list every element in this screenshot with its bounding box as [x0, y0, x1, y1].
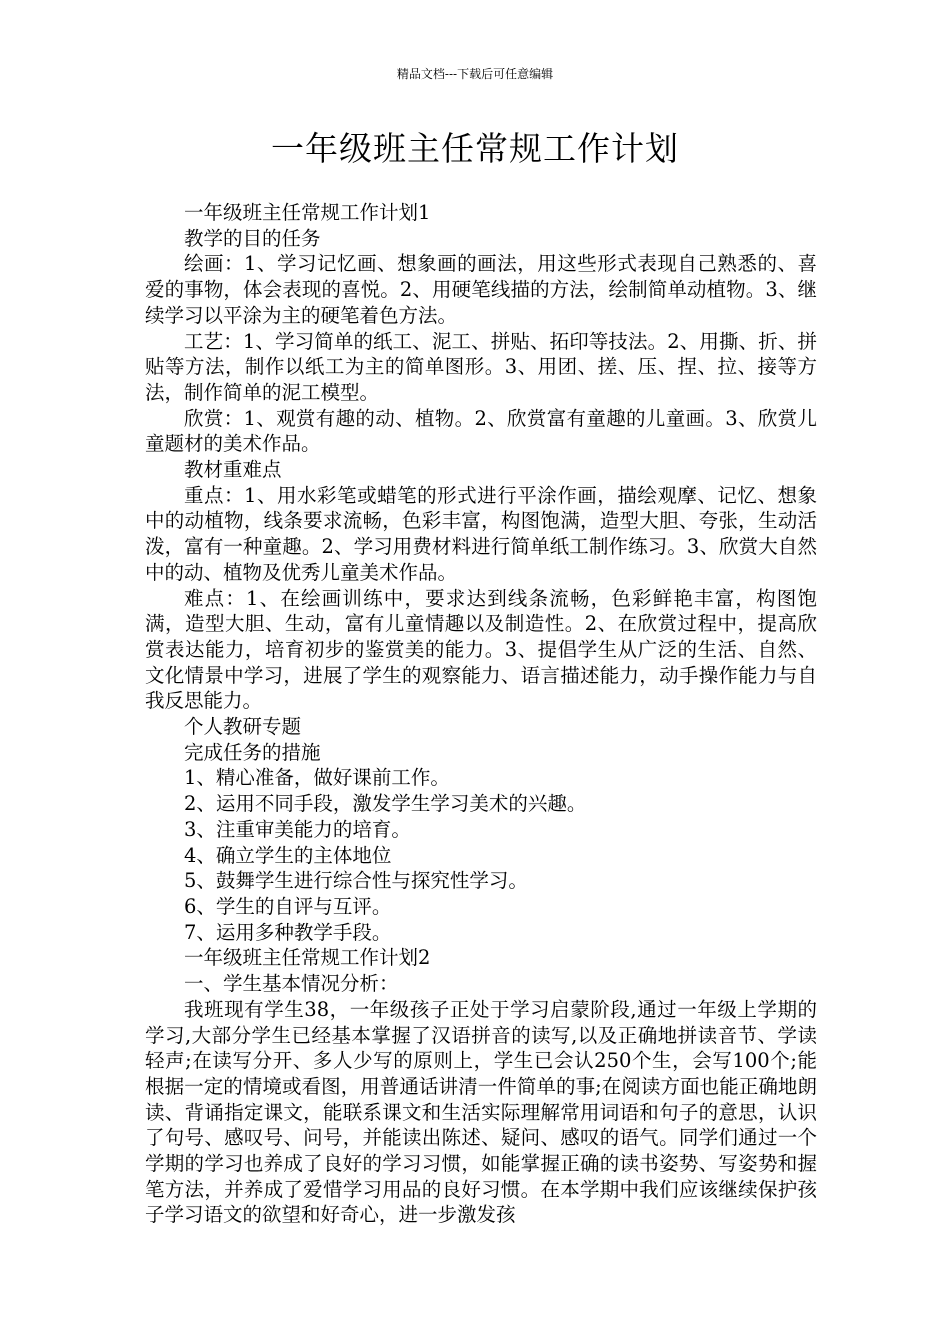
paragraph-key-points: 重点：1、用水彩笔或蜡笔的形式进行平涂作画，描绘观摩、记忆、想象中的动植物，线条要求流畅，色彩丰富，构图饱满，造型大胆、夸张，生动活泼，富有一种童趣。2、学习用费材料进行简单纸工制作练习。3、欣赏大自然中的动、植物及优秀儿童美术作品。	[145, 483, 817, 584]
paragraph-crafts: 工艺：1、学习简单的纸工、泥工、拼贴、拓印等技法。2、用撕、折、拼贴等方法，制作以纸工为主的简单图形。3、用团、搓、压、捏、拉、接等方法，制作简单的泥工模型。	[145, 329, 817, 404]
header-note: 精品文档---下载后可任意编辑	[396, 67, 554, 81]
subheading-student-analysis: 一、学生基本情况分析：	[184, 972, 399, 996]
subheading-key-difficulties: 教材重难点	[184, 458, 282, 482]
section-heading-plan-1: 一年级班主任常规工作计划1	[184, 201, 431, 224]
list-item: 7、运用多种教学手段。	[184, 920, 392, 944]
paragraph-drawing: 绘画：1、学习记忆画、想象画的画法，用这些形式表现自己熟悉的、喜爱的事物，体会表现的喜悦。2、用硬笔线描的方法，绘制简单动植物。3、继续学习以平涂为主的硬笔着色方法。	[145, 252, 817, 327]
section-heading-plan-2: 一年级班主任常规工作计划2	[184, 946, 431, 970]
list-item: 6、学生的自评与互评。	[184, 894, 392, 918]
list-item: 4、确立学生的主体地位	[184, 843, 392, 867]
list-item: 2、运用不同手段，激发学生学习美术的兴趣。	[184, 792, 587, 816]
document-title: 一年级班主任常规工作计划	[271, 129, 679, 168]
paragraph-student-analysis: 我班现有学生38，一年级孩子正处于学习启蒙阶段,通过一年级上学期的学习,大部分学生已经基本掌握了汉语拼音的读写,以及正确地拼读音节、学读轻声;在读写分开、多人少写的原则上，学生已会认250个生，会写100个;能根据一定的情境或看图，用普通话讲清一件简单的事;在阅读方面也能正确地朗读、背诵指定课文，能联系课文和生活实际理解常用词语和句子的意思，认识了句号、感叹号、问号，并能读出陈述、疑问、感叹的语气。同学们通过一个学期的学习也养成了良好的学习习惯，如能掌握正确的读书姿势、写姿势和握笔方法，并养成了爱惜学习用品的良好习惯。在本学期中我们应该继续保护孩子学习语文的欲望和好奇心，进一步激发孩	[145, 997, 817, 1227]
list-item: 1、精心准备，做好课前工作。	[184, 766, 450, 790]
list-item: 3、注重审美能力的培育。	[184, 817, 411, 841]
subheading-teaching-goals: 教学的目的任务	[184, 226, 321, 250]
list-item: 5、鼓舞学生进行综合性与探究性学习。	[184, 869, 528, 893]
document-body	[145, 200, 817, 1228]
paragraph-difficulties: 难点：1、在绘画训练中，要求达到线条流畅，色彩鲜艳丰富，构图饱满，造型大胆、生动，富有儿童情趣以及制造性。2、在欣赏过程中，提高欣赏表达能力，培育初步的鉴赏美的能力。3、提倡学生从广泛的生活、自然、文化情景中学习，进展了学生的观察能力、语言描述能力，动手操作能力与自我反思能力。	[145, 586, 817, 713]
subheading-research-topic: 个人教研专题	[184, 715, 302, 739]
subheading-measures: 完成任务的措施	[184, 740, 321, 764]
paragraph-appreciation: 欣赏：1、观赏有趣的动、植物。2、欣赏富有童趣的儿童画。3、欣赏儿童题材的美术作品。	[145, 406, 817, 456]
